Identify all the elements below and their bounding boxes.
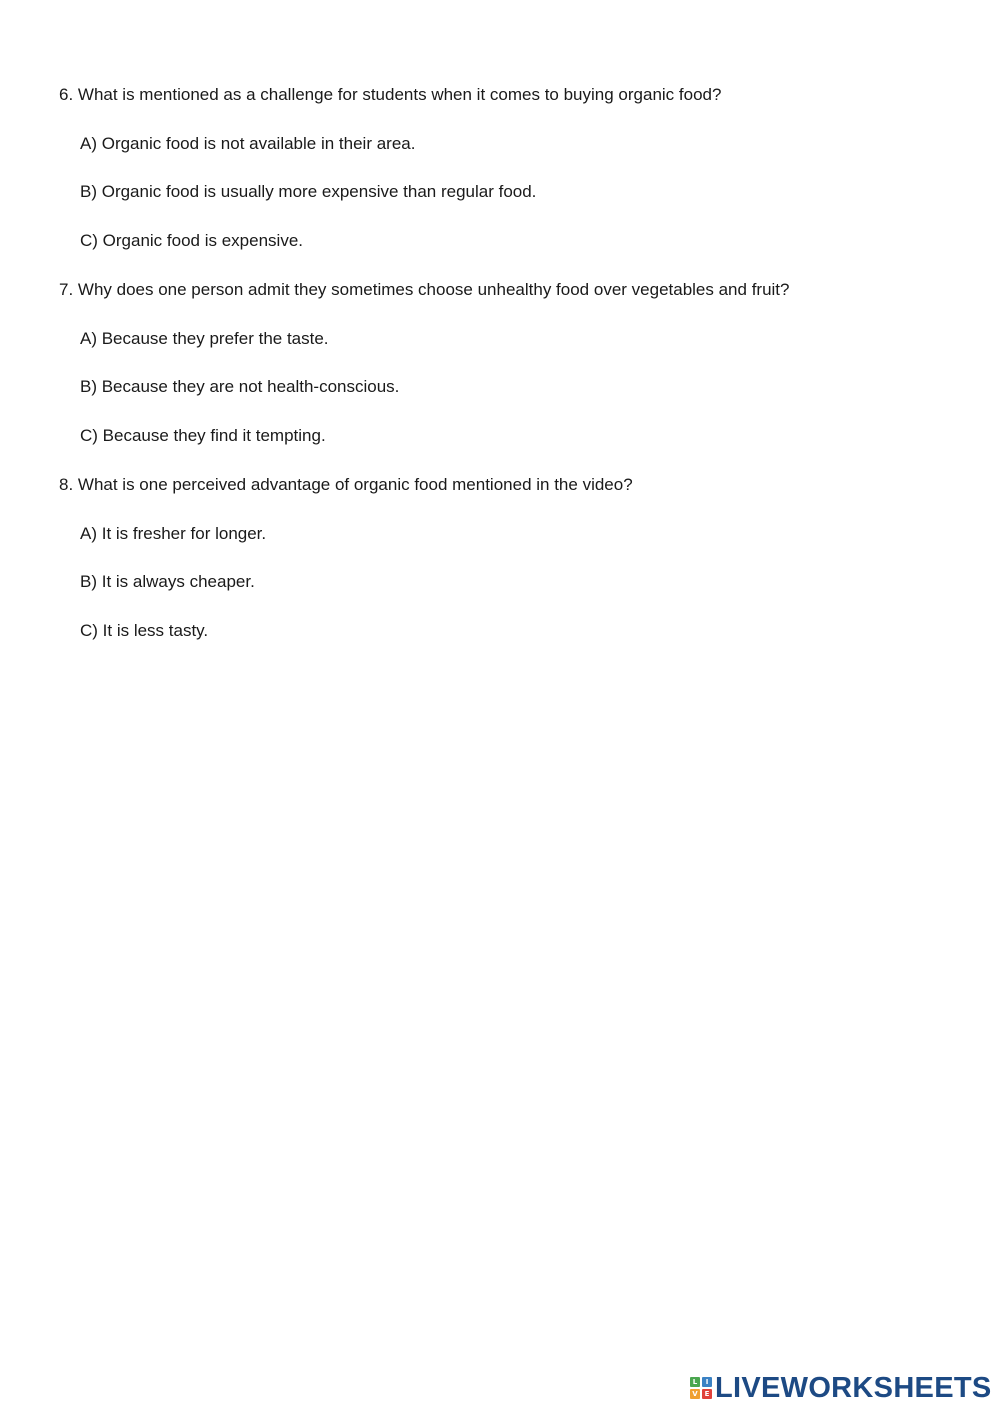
logo-blocks-icon (690, 1377, 712, 1399)
logo-text: LIVEWORKSHEETS (715, 1371, 992, 1404)
logo-block-i: I (702, 1377, 712, 1387)
logo-block-v: V (690, 1389, 700, 1399)
question-8-text: 8. What is one perceived advantage of organic food mentioned in the video? (59, 475, 633, 494)
question-7-option-a: A) Because they prefer the taste. (80, 329, 329, 348)
liveworksheets-logo (690, 1371, 992, 1404)
question-8-option-a: A) It is fresher for longer. (80, 524, 267, 543)
question-8-option-b: B) It is always cheaper. (80, 572, 255, 591)
question-7-option-b: B) Because they are not health-conscious. (80, 377, 400, 396)
logo-block-l: L (690, 1377, 700, 1387)
question-8-option-c: C) It is less tasty. (80, 621, 209, 640)
logo-block-e: E (702, 1389, 712, 1399)
question-6-option-a: A) Organic food is not available in their area. (80, 134, 416, 153)
question-7-option-c: C) Because they find it tempting. (80, 426, 326, 445)
question-7-text: 7. Why does one person admit they sometimes choose unhealthy food over vegetables and fruit? (59, 280, 790, 299)
question-6-option-c: C) Organic food is expensive. (80, 231, 303, 250)
question-6-option-b: B) Organic food is usually more expensive than regular food. (80, 182, 537, 201)
question-6-text: 6. What is mentioned as a challenge for students when it comes to buying organic food? (59, 85, 722, 104)
